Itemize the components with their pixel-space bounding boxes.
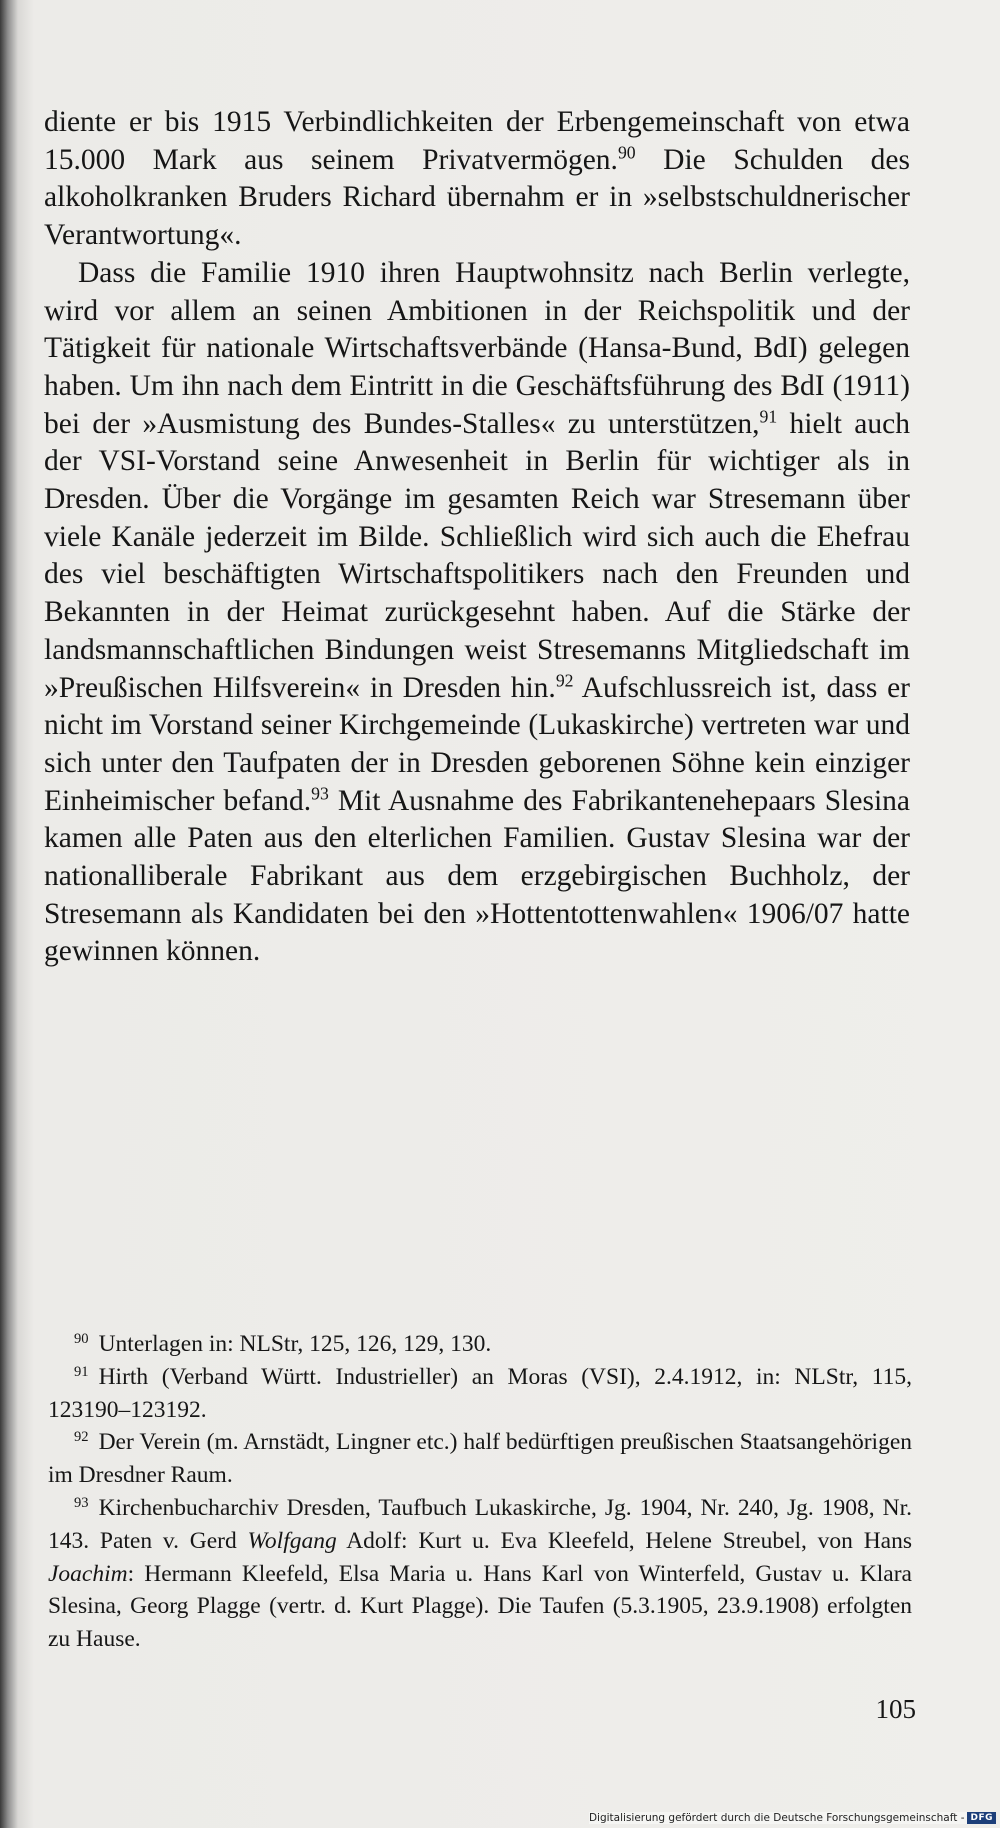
footnote-number: 91 (74, 1363, 89, 1380)
page-number: 105 (875, 1694, 916, 1724)
footnote-number: 93 (74, 1494, 89, 1511)
footnote (48, 1426, 912, 1492)
paragraph-text: hielt auch der VSI-Vorstand seine Anwesenheit in Berlin für wichtiger als in Dresden. Über die Vorgänge im gesamten Reich war Stresemann über viele Kanäle jederzeit im Bilde. Schließlich wird sich auch die Ehefrau des viel beschäftigten Wirtschaftspolitikers nach den Freunden und Bekannten in der Heimat zurückgesehnt haben. Auf die Stärke der landsmannschaftlichen Bindungen weist Stresemanns Mitgliedschaft im »Preußischen Hilfsverein« in Dresden hin. (44, 407, 910, 704)
footnote (48, 1328, 912, 1361)
footnote (48, 1492, 912, 1656)
footnote-number: 92 (74, 1429, 89, 1446)
footnote-italic-name: Wolfgang (247, 1527, 337, 1554)
footnote-reference: 91 (759, 406, 778, 427)
dfg-logo: DFG (967, 1812, 996, 1824)
credit-text: Digitalisierung gefördert durch die Deutsche Forschungsgemeinschaft - (588, 1812, 965, 1824)
footnote-text: Der Verein (m. Arnstädt, Lingner etc.) half bedürftigen preußischen Staatsangehörigen im Dresdner Raum. (48, 1429, 912, 1489)
paragraph-text: Dass die Familie 1910 ihren Hauptwohnsitz nach Berlin verlegte, wird vor allem an seinen Ambitionen in der Reichspolitik und der Tätigkeit für nationale Wirtschaftsverbände (Hansa-Bund, BdI) gelegen haben. Um ihn nach dem Eintritt in die Geschäftsführung des BdI (1911) bei der »Ausmistung des Bundes-Stalles« zu unterstützen, (44, 256, 910, 440)
footnote-reference: 92 (555, 669, 574, 690)
footnote-reference: 90 (617, 142, 636, 163)
footnote-text: Kirchenbucharchiv Dresden, Taufbuch Lukaskirche, Jg. 1904, Nr. 240, Jg. 1908, Nr. 143. Paten v. Gerd (48, 1494, 912, 1554)
footnote-number: 90 (74, 1331, 89, 1347)
paragraph (44, 104, 910, 255)
paragraph-text: diente er bis 1915 Verbindlichkeiten der Erbengemeinschaft von etwa 15.000 Mark aus seinem Privatvermögen. (44, 106, 910, 176)
footnote-text: Unterlagen in: NLStr, 125, 126, 129, 130. (98, 1331, 492, 1357)
footnote-italic-name: Joachim (48, 1560, 128, 1587)
paragraph-text: Mit Ausnahme des Fabrikantenehepaars Slesina kamen alle Paten aus den elterlichen Familien. Gustav Slesina war der nationalliberale Fabrikant aus dem erzgebirgischen Buchholz, der Stresemann als Kandidaten bei den »Hottentottenwahlen« 1906/07 hatte gewinnen können. (44, 784, 910, 968)
footnote-text: Adolf: Kurt u. Eva Kleefeld, Helene Streubel, von Hans (336, 1527, 912, 1554)
paragraph-text: Die Schulden des alkoholkranken Bruders Richard übernahm er in »selbstschuldnerischer Verantwortung«. (44, 143, 910, 252)
footnote-reference: 93 (311, 783, 329, 804)
footnotes-section (48, 1328, 912, 1656)
digitization-credit (589, 1812, 996, 1824)
paragraph-text: Aufschlussreich ist, dass er nicht im Vorstand seiner Kirchgemeinde (Lukaskirche) vertreten war und sich unter den Taufpaten der in Dresden geborenen Söhne kein einziger Einheimischer befand. (44, 671, 910, 817)
footnote (48, 1361, 912, 1427)
footnote-text: Hirth (Verband Württ. Industrieller) an Moras (VSI), 2.4.1912, in: NLStr, 115, 123190–123192. (48, 1363, 912, 1423)
main-text (44, 104, 910, 971)
paragraph (44, 255, 910, 971)
footnote-text: : Hermann Kleefeld, Elsa Maria u. Hans Karl von Winterfeld, Gustav u. Klara Slesina, Georg Plagge (vertr. d. Kurt Plagge). Die Taufen (5.3.1905, 23.9.1908) erfolgten zu Hause. (48, 1560, 912, 1653)
